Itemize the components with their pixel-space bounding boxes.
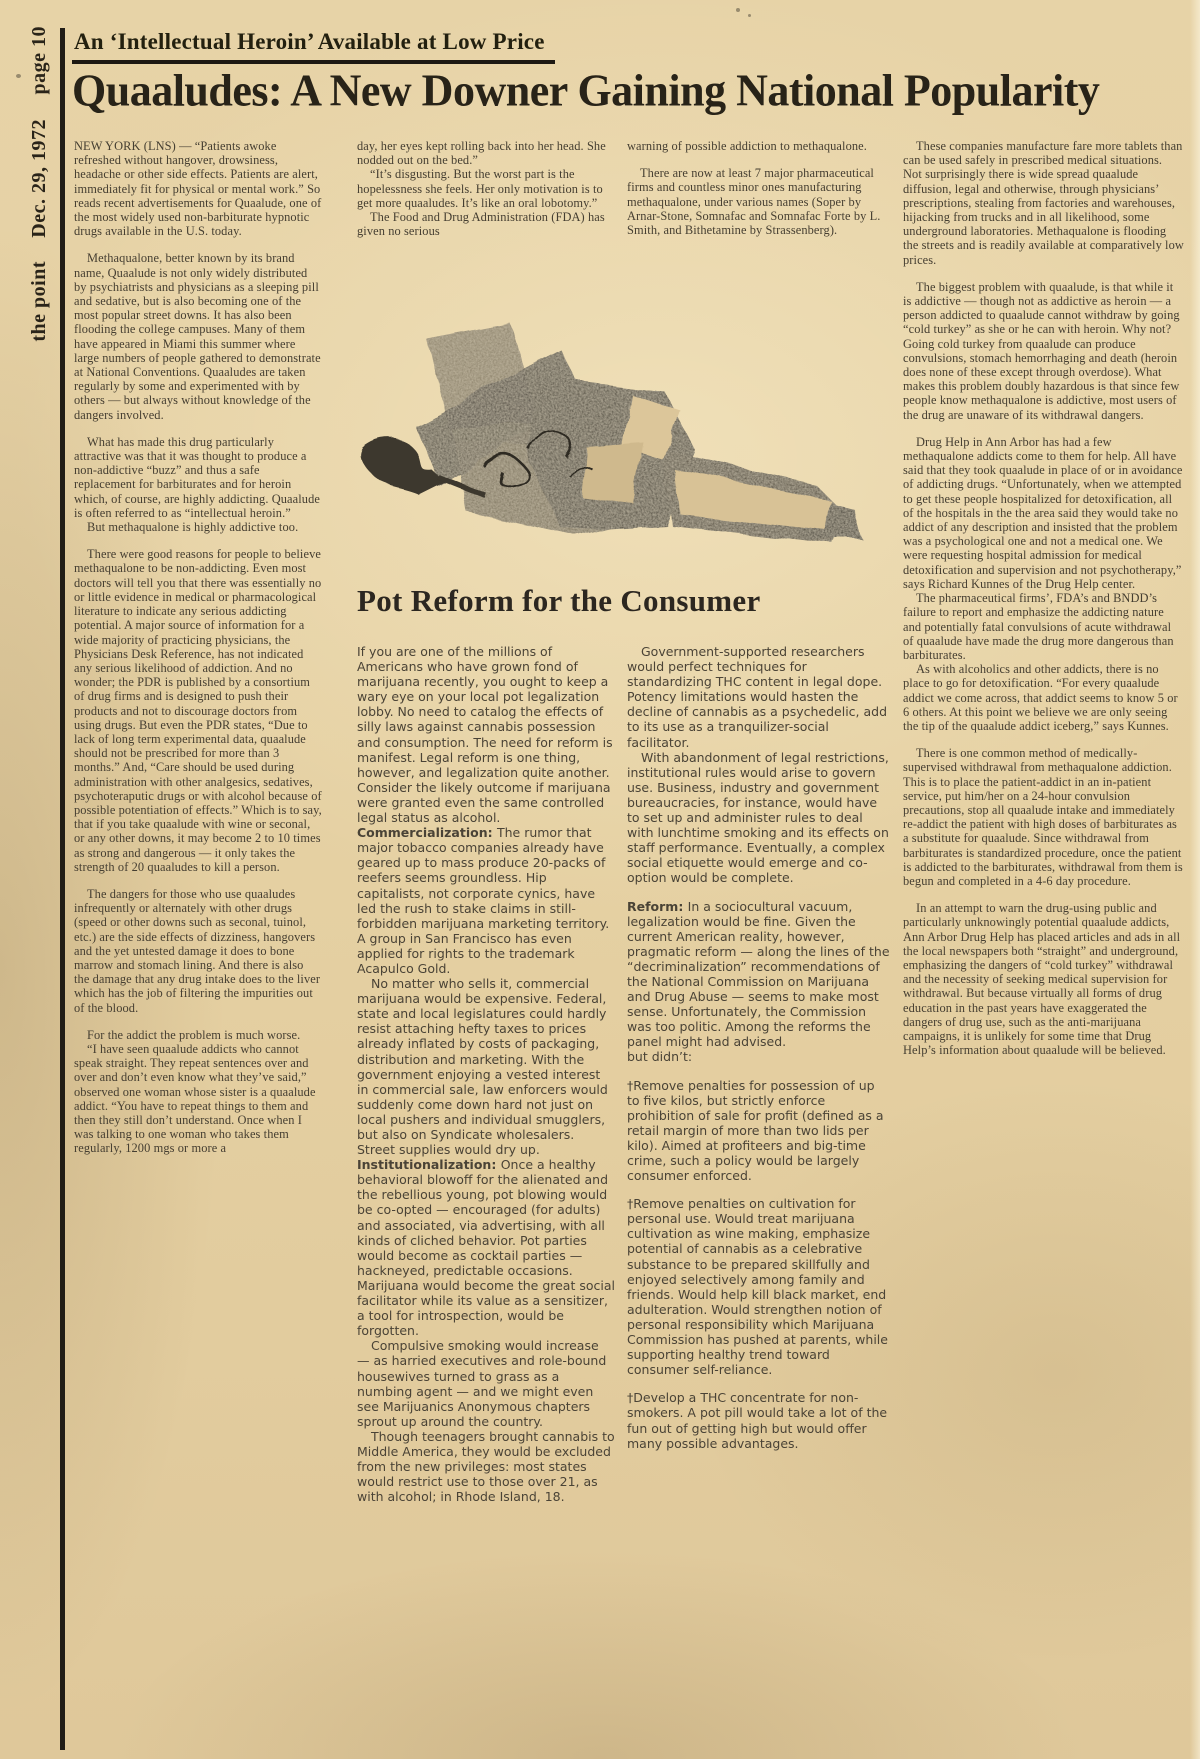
paragraph: Commercialization: The rumor that major tobacco companies already have geared up to mass produce 20-packs of reefers seems groundless. Hip capitalists, not corporate cynics, have led the rush to stake claims in still-forbidden marijuana marketing territory. A group in San Francisco has even applied for rights to the trademark Acapulco Gold. [357,825,610,976]
paragraph: There were good reasons for people to believe methaqualone to be non-addicting. Even most doctors will tell you that there was essentially no or little evidence in medical or pharmacological literature to indicate any serious addicting potential. A major source of information for a wide majority of practicing physicians, the Physicians Desk Reference, has not indicated any serious likelihood of addiction. And no wonder; the PDR is published by a consortium of drug firms and is designed to push their products and not to discourage doctors from using drugs. But even the PDR states, “Due to lack of long term experimental data, quaalude should not be prescribed for more than 3 months.” And, “Care should be used during administration with other analgesics, sedatives, psychoteraputic drugs or with alcohol because of possible potentiation of effects.” Which is to say, that if you take quaalude with wine or seconal, or any other downs, it may become 2 to 10 times as strong and dangerous — it only takes the strength of 20 quaaludes to kill a person. [74,547,322,874]
paragraph: There are now at least 7 major pharmaceutical firms and countless minor ones manufacturing methaqualone, under various names (Soper by Arnar-Stone, Somnafac and Somnafac Forte by L. Smith, and Bithetamine by Strassenberg). [627,166,881,238]
quaaludes-column-2 [357,139,609,314]
paragraph: The dangers for those who use quaaludes infrequently or alternately with other drugs (speed or other downs such as seconal, tuinol, etc.) are the side effects of dizziness, hangovers and the yet untested damage it does to bone marrow and stomach lining. And there is also the damage that any drug intake does to the liver which has the job of filtering the impurities out of the blood. [74,886,321,1015]
paragraph: but didn’t: [627,1049,693,1065]
paragraph: †Develop a THC concentrate for non-smokers. A pot pill would take a lot of the fun out of getting high but would offer many possible advantages. [627,1390,888,1451]
paragraph: †Remove penalties on cultivation for personal use. Would treat marijuana cultivation as wine making, emphasize potential of cannabis as a celebrative substance to be prepared skillfully and enjoyed selectively among family and friends. Would help kill black market, end adulteration. Would strengthen notion of personal responsibility which Marijuana Commission has pushed at parents, while supporting healthy trend toward consumer self-reliance. [627,1196,888,1378]
paragraph: As with alcoholics and other addicts, there is no place to go for detoxification. “For every quaalude addict we come across, that addict seems to know 5 or 6 others. At this point we believe we are only seeing the tip of the quaalude addict iceberg,” says Kunnes. [903,662,1178,733]
paragraph: NEW YORK (LNS) — “Patients awoke refreshed without hangover, drowsiness, headache or other side effects. Patients are alert, immediately fit for physical or mental work.” So reads recent advertisements for Quaalude, one of the most widely used non-barbiturate hypnotic drugs available in the U.S. today. [74,139,322,239]
paragraph: No matter who sells it, commercial marijuana would be expensive. Federal, state and local legislatures could hardly resist attaching hefty taxes to prices already inflated by costs of packaging, distribution and marketing. With the government enjoying a vested interest in commercial sale, law enforcers would suddenly come down hard not just on local pushers and individual smugglers, but also on Syndicate wholesalers. Street supplies would dry up. [357,976,608,1158]
paragraph: Methaqualone, better known by its brand name, Quaalude is not only widely distributed by psychiatrists and physicians as a sleeping pill and sedative, but is also becoming one of the most popular street downs. It has also been flooding the college campuses. Many of them have appeared in Miami this summer where large numbers of people gathered to demonstrate at National Conventions. Quaaludes are taken regularly by some and experimented with by others — but always without knowledge of the dangers involved. [74,251,321,422]
paragraph: There is one common method of medically-supervised withdrawal from methaqualone addiction. This is to place the patient-addict in an in-patient service, put him/her on a 24-hour convulsion precautions, stop all quaalude intake and immediately re-addict the patient with high doses of barbiturates as a substitute for quaalude. Since withdrawal from barbiturates is standardized procedure, once the patient is addicted to the barbiturates, withdrawal from them is begun and completed in a 4-6 day procedure. [903,746,1183,888]
paragraph: With abandonment of legal restrictions, institutional rules would arise to govern use. Business, industry and government bureaucracies, for instance, would have to set up and administer rules to deal with lunchtime smoking and its effects on staff performance. Eventually, a complex social etiquette would emerge and co-option would be complete. [627,749,889,886]
paragraph: Institutionalization: Once a healthy behavioral blowoff for the alienated and the rebellious young, pot blowing would be co-opted — encouraged (for adults) and associated, via advertising, with all kinds of cliched behavior. Pot parties would become as cocktail parties — hackneyed, predictable occasions. Marijuana would become the great social facilitator while its value as a sensitizer, a tool for introspection, would be forgotten. [357,1157,615,1339]
left-vertical-rule [60,28,65,1750]
paragraph: The Food and Drug Administration (FDA) has given no serious [357,210,605,239]
masthead [28,26,51,476]
paragraph-lead: Reform: [627,898,688,914]
ink-speck [748,14,751,17]
crumpled-paper-illustration [333,298,895,590]
pot-reform-column-2 [627,644,890,1754]
quaaludes-column-4 [903,139,1184,1757]
paragraph: “I have seen quaalude addicts who cannot speak straight. They repeat sentences over and over and don’t even know what they’ve said,” observed one woman whose sister is a quaalude addict. “You have to repeat things to them and then they still don’t understand. Once when I was talking to one woman who takes them regularly, 1200 mgs or more a [74,1041,316,1156]
pot-reform-column-1 [357,644,615,1754]
main-headline: Quaaludes: A New Downer Gaining National Popularity [72,65,1100,116]
masthead-page-number: page 10 [28,26,50,95]
masthead-date: Dec. 29, 1972 [28,118,50,238]
paragraph: Government-supported researchers would perfect techniques for standardizing THC content in legal dope. Potency limitations would hasten the decline of cannabis as a psychedelic, add to its use as a tranquilizer-social facilitator. [627,644,888,750]
quaaludes-column-1 [74,139,322,1757]
paragraph: warning of possible addiction to methaqualone. [627,139,867,153]
kicker-headline: An ‘Intellectual Heroin’ Available at Low Price [72,29,555,64]
paragraph: The biggest problem with quaalude, is that while it is addictive — though not as addictive as heroin — a person addicted to quaalude cannot withdraw by going “cold turkey” as she or he can with heroin. Why not? Going cold turkey from quaalude can produce convulsions, stomach hemorrhaging and death (heroin does none of these except through overdose). What makes this problem doubly hazardous is that since few people know methaqualone is addictive, most users of the drug are unaware of its withdrawal dangers. [903,279,1180,422]
paragraph: Reform: In a sociocultural vacuum, legalization would be fine. Given the current American reality, however, pragmatic reform — along the lines of the “decriminalization” recommendations of the National Commission on Marijuana and Drug Abuse — seems to make most sense. Unfortunately, the Commission was too politic. Among the reforms the panel might had advised. [627,898,890,1050]
paragraph: But methaqualone is highly addictive too. [87,520,299,535]
paragraph: What has made this drug particularly attractive was that it was thought to produce a non-addictive “buzz” and thus a safe replacement for barbiturates and for heroin which, of course, are highly addicting. Quaalude is often referred to as “intellectual heroin.” [74,434,320,520]
ink-drawing-svg [333,298,893,588]
quaaludes-column-3 [627,139,891,304]
paragraph: †Remove penalties for possession of up to five kilos, but strictly enforce prohibition of sale for profit (defined as a retail margin of more than two lids per kilo). Aimed at profiteers and big-time crime, such a policy would be largely consumer enforced. [627,1077,884,1184]
paragraph: Drug Help in Ann Arbor has had a few methaqualone addicts come to them for help. All have said that they took quaalude in place of or in avoidance of addicting drugs. “Unfortunately, when we attempted to get these people hospitalized for detoxification, all of the hospitals in the the area said they would take no addict of any description and insisted that the problem was a psychological one and not a medical one. We were requesting hospital admission for medical detoxification and supervision and not psychotherapy,” says Richard Kunnes of the Drug Help center. [903,434,1183,591]
ink-speck [736,8,740,12]
paragraph: The pharmaceutical firms’, FDA’s and BNDD’s failure to report and emphasize the addicting nature and potentially fatal convulsions of acute withdrawal of quaalude have made the drug more dangerous than barbiturates. [903,591,1174,662]
paragraph: Compulsive smoking would increase — as harried executives and role-bound housewives turned to grass as a numbing agent — and we might even see Marijuanics Anonymous chapters sprout up around the country. [357,1338,607,1429]
paragraph: day, her eyes kept rolling back into her head. She nodded out on the bed.” [357,139,606,168]
pot-reform-headline: Pot Reform for the Consumer [357,583,761,618]
paragraph-lead: Institutionalization: [357,1157,501,1173]
masthead-title: the point [28,261,50,342]
paragraph-lead: Commercialization: [357,825,497,841]
ink-speck [16,74,21,78]
paragraph: Though teenagers brought cannabis to Middle America, they would be excluded from the new privileges: most states would restrict use to those over 21, as with alcohol; in Rhode Island, 18. [357,1428,615,1505]
paragraph: “It’s disgusting. But the worst part is the hopelessness she feels. Her only motivation is to get more quaaludes. It’s like an oral lobotomy.” [357,167,603,210]
paragraph: These companies manufacture fare more tablets than can be used safely in prescribed medical situations. Not surprisingly there is wide spread quaalude diffusion, legal and otherwise, through physicians’ prescriptions, stealing from factories and warehouses, hijacking from trucks and in all likelihood, some underground laboratories. Methaqualone is flooding the streets and is readily available at comparatively low prices. [903,139,1184,267]
paragraph: In an attempt to warn the drug-using public and particularly unknowingly potential quaalude addicts, Ann Arbor Drug Help has placed articles and ads in all the local newspapers both “straight” and underground, emphasizing the dangers of “cold turkey” withdrawal and the necessity of seeking medical supervision for withdrawal. But because virtually all forms of drug education in the past years have exaggerated the dangers of drug use, such as the anti-marijuana campaigns, it is unlikely for some time that Drug Help’s information about quaalude will be believed. [903,901,1181,1058]
paragraph: If you are one of the millions of Americans who have grown fond of marijuana recently, you ought to keep a wary eye on your local pot legalization lobby. No need to catalog the effects of silly laws against cannabis possession and consumption. The need for reform is manifest. Legal reform is one thing, however, and legalization quite another. Consider the likely outcome if marijuana were granted even the same controlled legal status as alcohol. [357,644,613,826]
paragraph: For the addict the problem is much worse. [87,1027,301,1042]
